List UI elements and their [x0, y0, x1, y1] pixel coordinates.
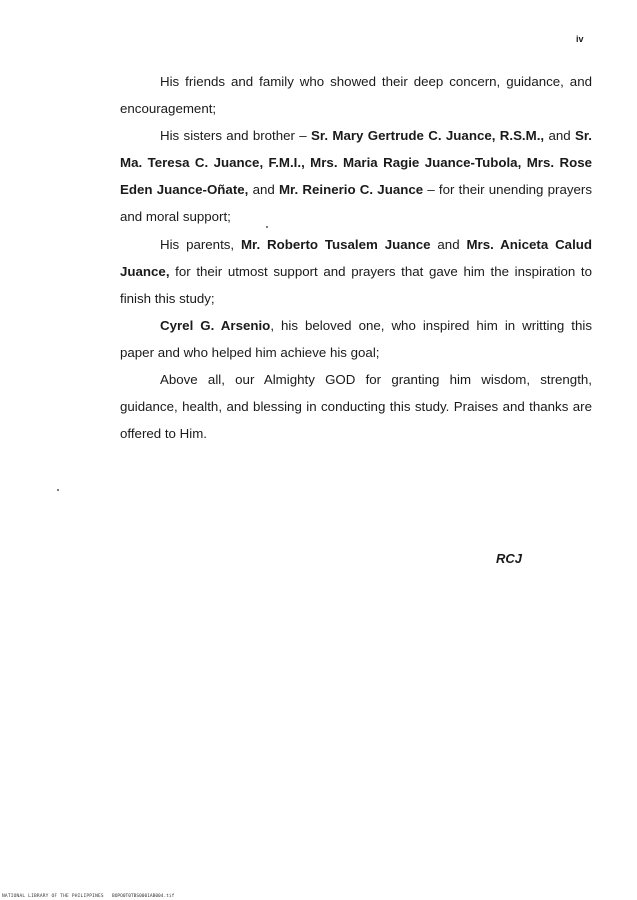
paragraph-beloved: [120, 312, 592, 366]
signature-initials: RCJ: [496, 551, 523, 566]
text-run: and: [430, 236, 467, 252]
text-run: – for their unending prayers and moral support;: [120, 182, 592, 225]
text-run: His sisters and brother –: [160, 128, 312, 144]
text-run: and: [248, 182, 279, 198]
scan-speck: [57, 489, 59, 491]
text-run: His parents,: [160, 236, 241, 252]
paragraph-god: [120, 366, 592, 447]
paragraph-friends-family: [120, 68, 592, 122]
name-run: Mr. Reinerio C. Juance: [278, 182, 424, 198]
name-run: Mrs. Aniceta Calud Juance,: [120, 236, 593, 279]
text-run: Above all, our Almighty GOD for granting him wisdom, strength, guidance, health, and blessing in conducting this study. Praises and thanks are offered to Him.: [120, 372, 592, 442]
name-run: Cyrel G. Arsenio: [160, 317, 271, 333]
text-run: , his beloved one, who inspired him in writting this paper and who helped him achieve his goal;: [120, 317, 592, 360]
paragraph-siblings: [120, 122, 592, 230]
name-run: Sr. Ma. Teresa C. Juance, F.M.I., Mrs. Maria Ragie Juance-Tubola,: [120, 128, 592, 171]
acknowledgment-body: [120, 68, 592, 447]
name-run: Sr. Mary Gertrude C. Juance, R.S.M.,: [311, 128, 545, 144]
name-run: Mr. Roberto Tusalem Juance: [240, 236, 431, 252]
text-run: for their utmost support and prayers that gave him the inspiration to finish this study;: [120, 263, 592, 306]
footer-library-stamp: NATIONAL LIBRARY OF THE PHILIPPINES: [2, 894, 104, 899]
text-run: His friends and family who showed their deep concern, guidance, and encouragement;: [120, 74, 592, 117]
footer-file-code: BOPO0T0TBS0001AB004.tif: [112, 894, 175, 899]
page-number: iv: [576, 34, 584, 44]
name-run: Mrs. Rose Eden Juance-Oñate,: [120, 155, 592, 198]
paragraph-parents: [120, 231, 592, 312]
text-run: and: [544, 128, 575, 144]
scan-speck: [266, 226, 268, 228]
